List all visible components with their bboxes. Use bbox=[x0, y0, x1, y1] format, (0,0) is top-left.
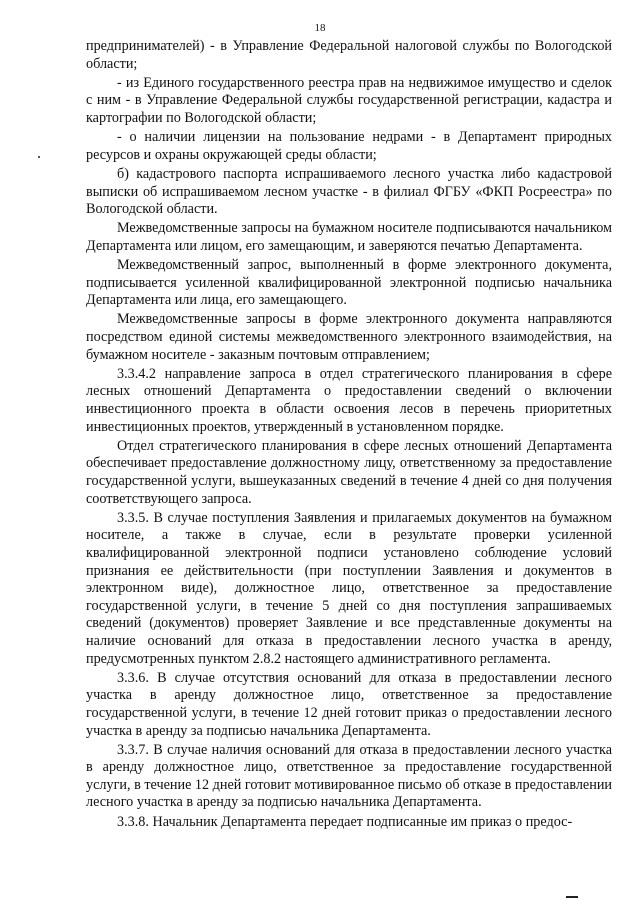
paragraph-continuation: предпринимателей) - в Управление Федеральной налоговой службы по Вологодской области; bbox=[86, 38, 612, 72]
paragraph-list-item-license: - о наличии лицензии на пользование недрами - в Департамент природных ресурсов и охраны окружающей среды области; bbox=[86, 129, 612, 163]
paragraph-planning-department: Отдел стратегического планирования в сфере лесных отношений Департамента обеспечивает предоставление должностному лицу, ответственному за предоставление государственной услуги, вышеуказанных сведений в течение 4 дней со дня получения соответствующего запроса. bbox=[86, 437, 612, 507]
paragraph-3-3-4-2: 3.3.4.2 направление запроса в отдел стратегического планирования в сфере лесных отношений Департамента о предоставлении сведений о включении инвестиционного проекта в области освоения лесов в перечень приоритетных инвестиционных проектов, утвержденный в установленном порядке. bbox=[86, 365, 612, 435]
paragraph-3-3-6: 3.3.6. В случае отсутствия оснований для отказа в предоставлении лесного участка в аренду должностное лицо, ответственное за предоставление государственной услуги, в течение 12 дней готовит приказ о предоставлении лесного участка в аренду за подписью начальника Департамента. bbox=[86, 669, 612, 739]
paragraph-item-b-cadastral: б) кадастрового паспорта испрашиваемого лесного участка либо кадастровой выписки об испрашиваемом лесном участке - в филиал ФГБУ «ФКП Росреестра» по Вологодской области. bbox=[86, 165, 612, 218]
document-body bbox=[86, 38, 612, 833]
paragraph-request-delivery: Межведомственные запросы в форме электронного документа направляются посредством единой системы межведомственного электронного взаимодействия, на бумажном носителе - заказным почтовым отправлением; bbox=[86, 311, 612, 363]
scan-corner-mark bbox=[566, 896, 578, 898]
paragraph-3-3-8: 3.3.8. Начальник Департамента передает подписанные им приказ о предос- bbox=[117, 813, 573, 830]
paragraph-list-item-egrp: - из Единого государственного реестра прав на недвижимое имущество и сделок с ним - в Управление Федеральной службы государственной регистрации, кадастра и картографии по Вологодской области; bbox=[86, 74, 612, 126]
paragraph-3-3-5: 3.3.5. В случае поступления Заявления и прилагаемых документов на бумажном носителе, а также в случае, если в результате проверки усиленной квалифицированной электронной подписи установлено соблюдение условий признания ее действительности (при поступлении Заявления и документов в электронном виде), должностное лицо, ответственное за предоставление государственной услуги, в течение 5 дней со дня поступления запрашиваемых сведений (документов) проверяет Заявление и все представленные документы на наличие оснований для отказа в предоставлении лесного участка в аренду, предусмотренных пунктом 2.8.2 настоящего административного регламента. bbox=[86, 509, 612, 667]
paragraph-paper-requests: Межведомственные запросы на бумажном носителе подписываются начальником Департамента или лицом, его замещающим, и заверяются печатью Департамента. bbox=[86, 220, 612, 254]
page-number: 18 bbox=[314, 22, 326, 34]
paragraph-electronic-request: Межведомственный запрос, выполненный в форме электронного документа, подписывается усиленной квалифицированной электронной подписью начальника Департамента или лица, его замещающего. bbox=[86, 257, 612, 309]
paragraph-3-3-7: 3.3.7. В случае наличия оснований для отказа в предоставлении лесного участка в аренду должностное лицо, ответственное за предоставление государственной услуги, в течение 12 дней готовит мотивированное письмо об отказе в предоставлении лесного участка в аренду за подписью начальника Департамента. bbox=[86, 741, 612, 811]
scan-mark bbox=[38, 156, 40, 158]
